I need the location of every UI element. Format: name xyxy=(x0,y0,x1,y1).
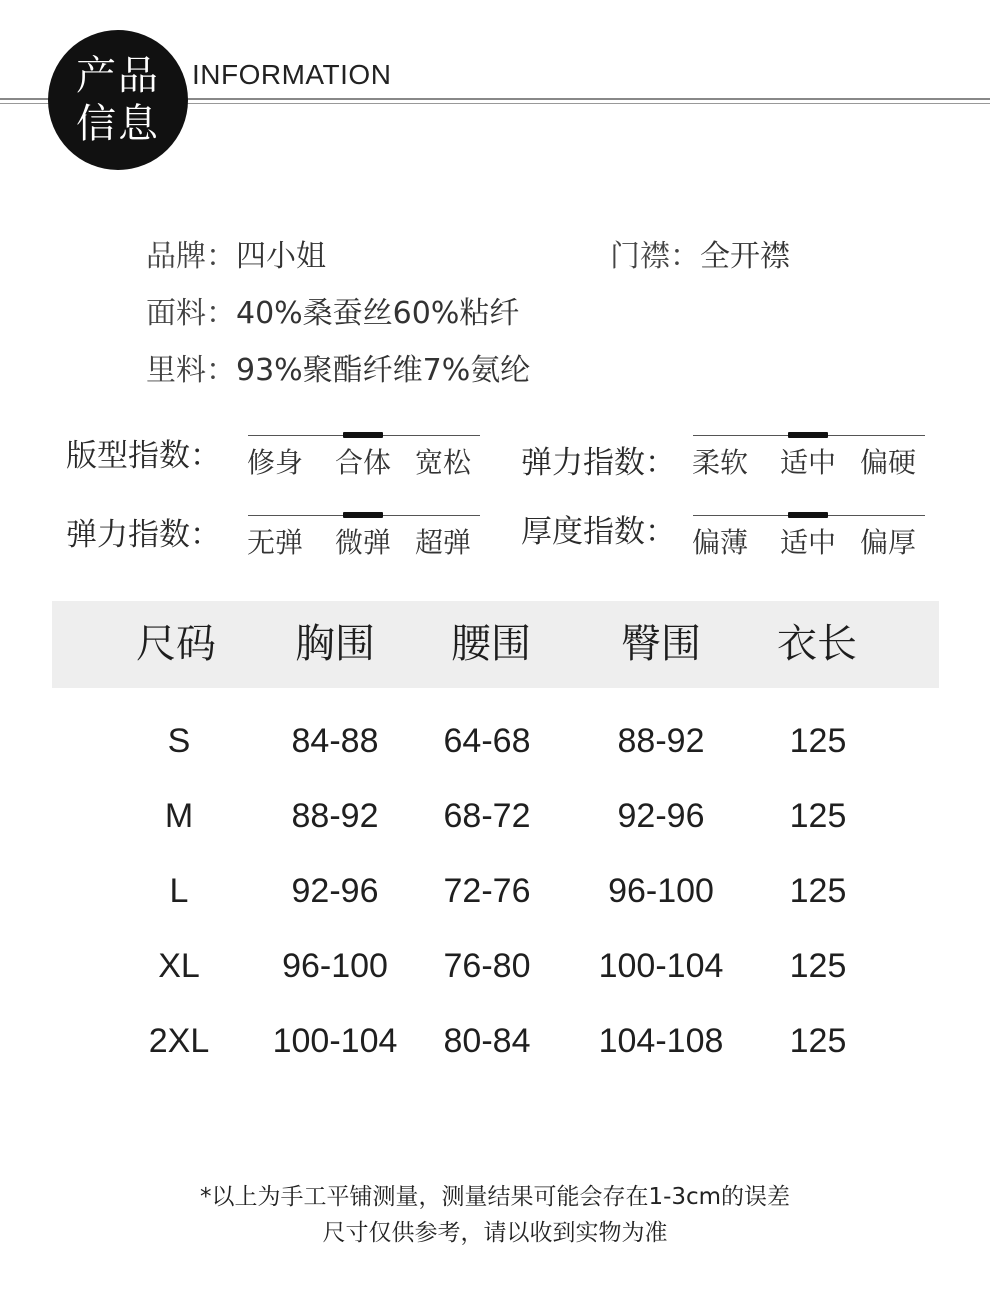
col-header-bust: 胸围 xyxy=(295,621,375,667)
table-cell: 84-88 xyxy=(291,722,379,760)
table-cell: XL xyxy=(158,947,200,985)
table-cell: 80-84 xyxy=(443,1022,531,1060)
lining-row xyxy=(146,351,530,391)
lining-label: 里料： xyxy=(146,353,236,388)
stretch-index-label: 弹力指数： xyxy=(66,517,221,553)
placket-label: 门襟： xyxy=(610,239,700,274)
footnote-line2: 尺寸仅供参考，请以收到实物为准 xyxy=(322,1220,668,1246)
table-cell: 92-96 xyxy=(617,797,705,835)
table-cell: 88-92 xyxy=(291,797,379,835)
thickness-index-scale xyxy=(693,515,925,575)
col-header-waist: 腰围 xyxy=(451,621,531,667)
table-cell: 125 xyxy=(789,947,847,985)
table-cell: 125 xyxy=(789,797,847,835)
scale-option: 微弹 xyxy=(334,526,391,559)
thickness-index-label: 厚度指数： xyxy=(521,514,676,550)
scale-option: 柔软 xyxy=(691,446,748,479)
fabric-label: 面料： xyxy=(146,296,236,331)
fit-index-scale xyxy=(248,435,480,495)
table-cell: 72-76 xyxy=(443,872,531,910)
softness-index-scale xyxy=(693,435,925,495)
placket-value: 全开襟 xyxy=(700,239,790,274)
header-title: INFORMATION xyxy=(192,59,392,90)
lining-value: 93%聚酯纤维7%氨纶 xyxy=(236,353,531,388)
scale-option: 偏硬 xyxy=(859,446,916,479)
brand-value: 四小姐 xyxy=(236,239,326,274)
placket-row xyxy=(610,237,790,277)
table-cell: 100-104 xyxy=(598,947,724,985)
badge-text-line1: 产品 xyxy=(76,53,160,99)
scale-option: 偏薄 xyxy=(691,526,748,559)
table-cell: 125 xyxy=(789,872,847,910)
col-header-hip: 臀围 xyxy=(621,621,701,667)
scale-option: 适中 xyxy=(779,526,836,559)
table-cell: 125 xyxy=(789,722,847,760)
fabric-value: 40%桑蚕丝60%粘纤 xyxy=(236,296,520,331)
table-cell: M xyxy=(164,797,194,835)
fit-index-label: 版型指数： xyxy=(66,438,221,474)
scale-option: 修身 xyxy=(246,446,303,479)
brand-label: 品牌： xyxy=(146,239,236,274)
scale-indicator xyxy=(788,432,828,438)
product-info-badge xyxy=(48,30,188,170)
col-header-length: 衣长 xyxy=(777,621,857,667)
elasticity-index-label: 弹力指数： xyxy=(521,445,676,481)
scale-option: 合体 xyxy=(334,446,391,479)
scale-option: 宽松 xyxy=(414,446,471,479)
table-cell: 96-100 xyxy=(282,947,388,985)
table-cell: 100-104 xyxy=(272,1022,398,1060)
table-cell: 68-72 xyxy=(443,797,531,835)
scale-option: 偏厚 xyxy=(859,526,916,559)
size-table-header xyxy=(52,601,939,688)
table-cell: 125 xyxy=(789,1022,847,1060)
scale-indicator xyxy=(788,512,828,518)
badge-text-line2: 信息 xyxy=(76,101,160,147)
scale-option: 超弹 xyxy=(414,526,471,559)
table-cell: S xyxy=(167,722,191,760)
table-cell: 104-108 xyxy=(598,1022,724,1060)
table-cell: 92-96 xyxy=(291,872,379,910)
table-cell: L xyxy=(169,872,189,910)
footnote-line1: *以上为手工平铺测量，测量结果可能会存在1-3cm的误差 xyxy=(199,1184,791,1210)
scale-indicator xyxy=(343,512,383,518)
table-cell: 88-92 xyxy=(617,722,705,760)
brand-row xyxy=(146,237,326,277)
table-cell: 76-80 xyxy=(443,947,531,985)
table-cell: 64-68 xyxy=(443,722,531,760)
scale-option: 无弹 xyxy=(246,526,303,559)
col-header-size: 尺码 xyxy=(136,621,216,667)
stretch-index-scale xyxy=(248,515,480,575)
scale-indicator xyxy=(343,432,383,438)
table-cell: 2XL xyxy=(148,1022,210,1060)
table-cell: 96-100 xyxy=(608,872,714,910)
scale-option: 适中 xyxy=(779,446,836,479)
fabric-row xyxy=(146,294,519,334)
